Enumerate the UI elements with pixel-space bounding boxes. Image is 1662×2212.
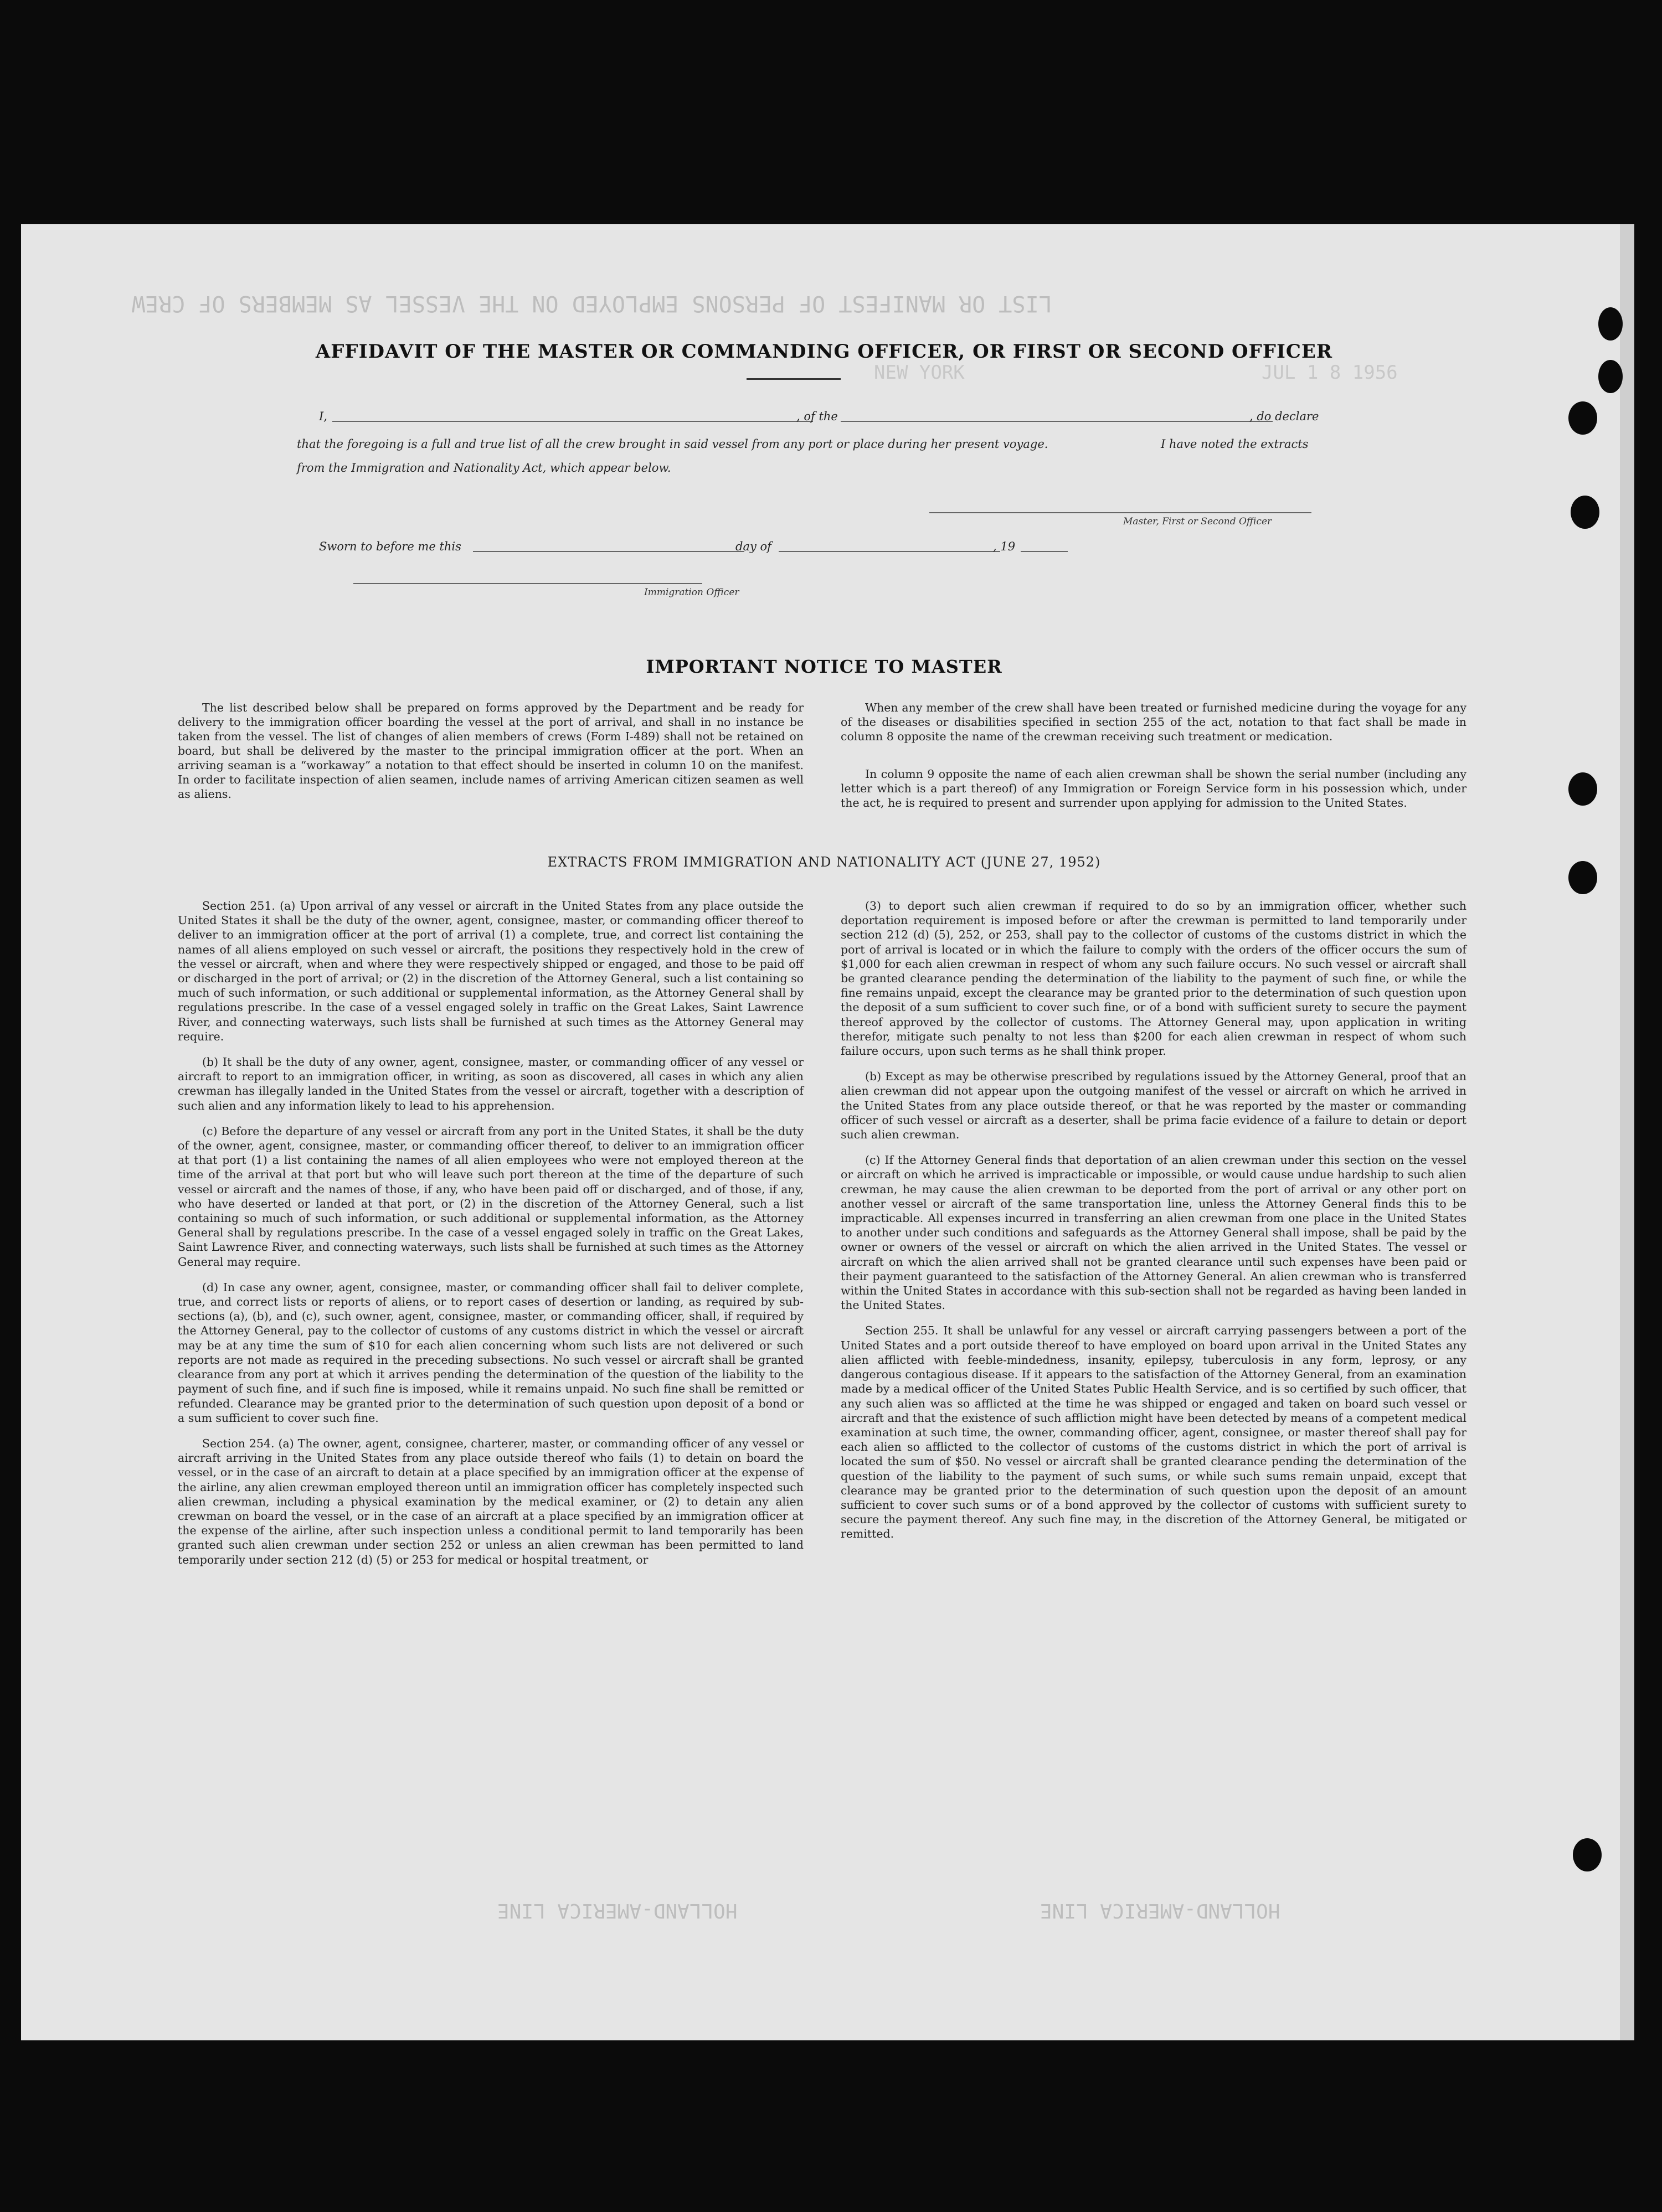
vessel-line [841,421,1273,422]
section-254-a: Section 254. (a) The owner, agent, consignee, charterer, master, or commanding officer of any vessel or aircraft arriving in the United States from any place outside thereof who fails (1) to detain on board the vessel, or in the case of an aircraft to detain at a place specified by an immigration officer at the expense of the airline, any alien crewman employed thereon until an immigration officer has completely inspected such alien crewman, including a physical examination by the medical examiner, or (2) to detain any alien crewman on board the vessel, or in the case of an aircraft at a place specified by an immigration officer at the expense of the airline, after such inspection unless a conditional permit to land temporarily has been granted such alien crewman under section 252 or unless an alien crewman has been permitted to land temporarily under section 212 (d) (5) or 253 for medical or hospital treatment, or [178,1436,804,1566]
section-255: Section 255. It shall be unlawful for any vessel or aircraft carrying passengers between a port of the United States and a port outside thereof to have employed on board upon arrival in the United States any alien afflicted with feeble-mindedness, insanity, epilepsy, tuberculosis in any form, leprosy, or any dangerous contagious disease. If it appears to the satisfaction of the Attorney General, from an examination made by a medical officer of the United States Public Health Service, and is so certified by such officer, that any such alien was so afflicted at the time he was shipped or engaged and taken on board such vessel or aircraft and that the existence of such affliction might have been detected by means of a competent medical examination at such time, the owner, commanding officer, agent, consignee, or master thereof shall pay for each alien so afflicted to the collector of customs of the customs district in which the port of arrival is located the sum of $50. No vessel or aircraft shall be granted clearance pending the determination of the question of the liability to the payment of such sums, or while such sums remain unpaid, except that clearance may be granted prior to the determination of such question upon the deposit of an amount sufficient to cover such sums or of a bond approved by the collector of customs with sufficient surety to secure the payment thereof. Any such fine may, in the discretion of the Attorney General, be mitigated or remitted. [841,1324,1467,1541]
section-251-b: (b) It shall be the duty of any owner, agent, consignee, master, or commanding officer of any vessel or aircraft to report to an immigration officer, in writing, as soon as discovered, all cases in which any alien crewman has illegally landed in the United States from the vessel or aircraft, together with a description of such alien and any information likely to lead to his apprehension. [178,1055,804,1112]
affidavit-do-declare: , do declare [1249,410,1319,423]
affidavit-i: I, [319,410,327,423]
section-251-a: Section 251. (a) Upon arrival of any vessel or aircraft in the United States from any place outside the United States it shall be the duty of the owner, agent, consignee, master, or commanding officer thereof to deliver to an immigration officer at the port of arrival (1) a complete, true, and correct list containing the names of all aliens employed on such vessel or aircraft, the positions they respectively hold in the crew of the vessel or aircraft, when and where they were respectively shipped or engaged, and those to be paid off or discharged in the port of arrival; or (2) in the discretion of the Attorney General, such a list containing so much of such information, or such additional or supplemental information, as the Attorney General shall by regulations prescribe. In the case of a vessel engaged solely in traffic on the Great Lakes, Saint Lawrence River, and connecting waterways, such lists shall be furnished at such times as the Attorney General may require. [178,899,804,1043]
sworn-month-line [779,551,1000,552]
notice-right-paragraph-1: When any member of the crew shall have been treated or furnished medicine during the voyage for any of the diseases or disabilities specified in section 255 of the act, notation to that fact shall be made in column 8 opposite the name of the crewman receiving such treatment or medication. [841,701,1467,743]
punch-hole [1568,772,1597,806]
year-line [1021,551,1068,552]
bleed-through-footer: HOLLAND-AMERICA LINE [497,1899,738,1922]
punch-hole [1573,1838,1602,1871]
affidavit-noted: I have noted the extracts [1161,437,1309,451]
document-page [21,224,1627,2040]
title-rule [747,378,841,380]
affidavit-line-3: from the Immigration and Nationality Act, which appear below. [297,461,671,475]
punch-hole [1568,861,1597,894]
notice-title: IMPORTANT NOTICE TO MASTER [646,656,1002,677]
extracts-right-column [841,899,1467,1553]
section-254-a-continued: (3) to deport such alien crewman if required to do so by an immigration officer, whether such deportation requirement is imposed before or after the crewman is permitted to land temporarily under section 212 (d) (5), 252, or 253, shall pay to the collector of customs of the customs district in which the port of arrival is located or in which the failure to comply with the orders of the officer occurs the sum of $1,000 for each alien crewman in respect of whom any such failure occurs. No such vessel or aircraft shall be granted clearance pending the determination of the liability to the payment of such fine, or while the fine remains unpaid, except the clearance may be granted prior to the determination of such question upon the deposit of a sum sufficient to cover such fine, or of a bond with sufficient surety to secure the payment thereof approved by the collector of customs. The Attorney General may, upon application in writing therefor, mitigate such penalty to not less than $200 for each alien crewman in respect of whom such failure occurs, upon such terms as he shall think proper. [841,899,1467,1058]
name-line [332,421,813,422]
master-signature-line [929,512,1311,513]
officer-signature-caption: Immigration Officer [644,587,739,598]
section-251-d: (d) In case any owner, agent, consignee, master, or commanding officer shall fail to deliver complete, true, and correct lists or reports of aliens, or to report cases of desertion or landing, as required by sub-sections (a), (b), and (c), such owner, agent, consignee, master, or commanding officer, shall, if required by the Attorney General, pay to the collector of customs of any customs district in which the vessel or aircraft may be at any time the sum of $10 for each alien concerning whom such lists are not delivered or such reports are not made as required in the preceding subsections. No such vessel or aircraft shall be granted clearance from any port at which it arrives pending the determination of the question of the liability to the payment of such fine, and if such fine is imposed, while it remains unpaid. No such fine shall be remitted or refunded. Clearance may be granted prior to the determination of such question upon deposit of a bond or a sum sufficient to cover such fine. [178,1280,804,1425]
bleed-through-port: NEW YORK [874,362,965,384]
punch-hole [1598,307,1623,341]
page-edge [1620,224,1634,2040]
section-254-b: (b) Except as may be otherwise prescribed by regulations issued by the Attorney General, proof that an alien crewman did not appear upon the outgoing manifest of the vessel or aircraft on which he arrived in the United States from any place outside thereof, or that he was reported by the master or commanding officer of such vessel or aircraft as a deserter, shall be prima facie evidence of a failure to detain or deport such alien crewman. [841,1070,1467,1142]
section-251-c: (c) Before the departure of any vessel or aircraft from any port in the United States, it shall be the duty of the owner, agent, consignee, master, or commanding officer thereof, to deliver to an immigration officer at that port (1) a list containing the names of all alien employees who were not employed thereon at the time of the arrival at that port but who will leave such port thereon at the time of the departure of such vessel or aircraft and the names of those, if any, who have been paid off or discharged, and of those, if any, who have deserted or landed at that port, or (2) in the discretion of the Attorney General, such a list containing so much of such information, or such additional or supplemental information, as the Attorney General shall by regulations prescribe. In the case of a vessel engaged solely in traffic on the Great Lakes, Saint Lawrence River, and connecting waterways, such lists shall be furnished at such times as the Attorney General may require. [178,1124,804,1269]
punch-hole [1568,401,1597,435]
affidavit-title: AFFIDAVIT OF THE MASTER OR COMMANDING OFFICER, OR FIRST OR SECOND OFFICER [315,341,1333,363]
year-text: , 19 [993,540,1016,553]
extracts-left-column [178,899,804,1578]
day-of-text: day of [735,540,771,553]
notice-right-paragraph-2: In column 9 opposite the name of each alien crewman shall be shown the serial number (including any letter which is a part thereof) of any Immigration or Foreign Service form in his possession which, under the act, he is required to present and surrender upon applying for admission to the United States. [841,767,1467,809]
notice-left-paragraph: The list described below shall be prepared on forms approved by the Department and be ready for delivery to the immigration officer boarding the vessel at the port of arrival, and shall in no instance be taken from the vessel. The list of changes of alien members of crews (Form I-489) shall not be retained on board, but shall be delivered by the master to the principal immigration officer at the port. When an arriving seaman is a “workaway” a notation to that effect should be inserted in column 10 on the manifest. In order to facilitate inspection of alien seamen, include names of arriving American citizen seamen as well as aliens. [178,701,804,801]
sworn-day-line [473,551,744,552]
bleed-through-footer-2: HOLLAND-AMERICA LINE [1040,1899,1280,1922]
bleed-through-date: JUL 1 8 1956 [1262,362,1398,384]
section-254-c: (c) If the Attorney General finds that deportation of an alien crewman under this section on the vessel or aircraft on which he arrived is impracticable or impossible, or would cause undue hardship to such alien crewman, he may cause the alien crewman to be deported from the port of arrival or any other port on another vessel or aircraft of the same transportation line, unless the Attorney General finds this to be impracticable. All expenses incurred in transferring an alien crewman from one place in the United States to another under such conditions and safeguards as the Attorney General shall impose, shall be paid by the owner or owners of the vessel or aircraft on which the alien arrived in the United States. The vessel or aircraft on which the alien arrived shall not be granted clearance until such expenses have been paid or their payment guaranteed to the satisfaction of the Attorney General. An alien crewman who is transferred within the United States in accordance with this sub-section shall not be regarded as having been landed in the United States. [841,1153,1467,1312]
sworn-text: Sworn to before me this [319,540,461,553]
punch-hole [1598,360,1623,393]
bleed-through-header: LIST OR MANIFEST OF PERSONS EMPLOYED ON THE VESSEL AS MEMBERS OF CREW [132,291,1052,316]
master-signature-caption: Master, First or Second Officer [1123,516,1272,527]
punch-hole [1571,496,1599,529]
affidavit-of-the: , of the [796,410,838,423]
affidavit-line-2: that the foregoing is a full and true list of all the crew brought in said vessel from any port or place during her present voyage. [297,437,1048,451]
officer-signature-line [353,583,702,584]
extracts-title: EXTRACTS FROM IMMIGRATION AND NATIONALITY ACT (JUNE 27, 1952) [547,854,1101,870]
